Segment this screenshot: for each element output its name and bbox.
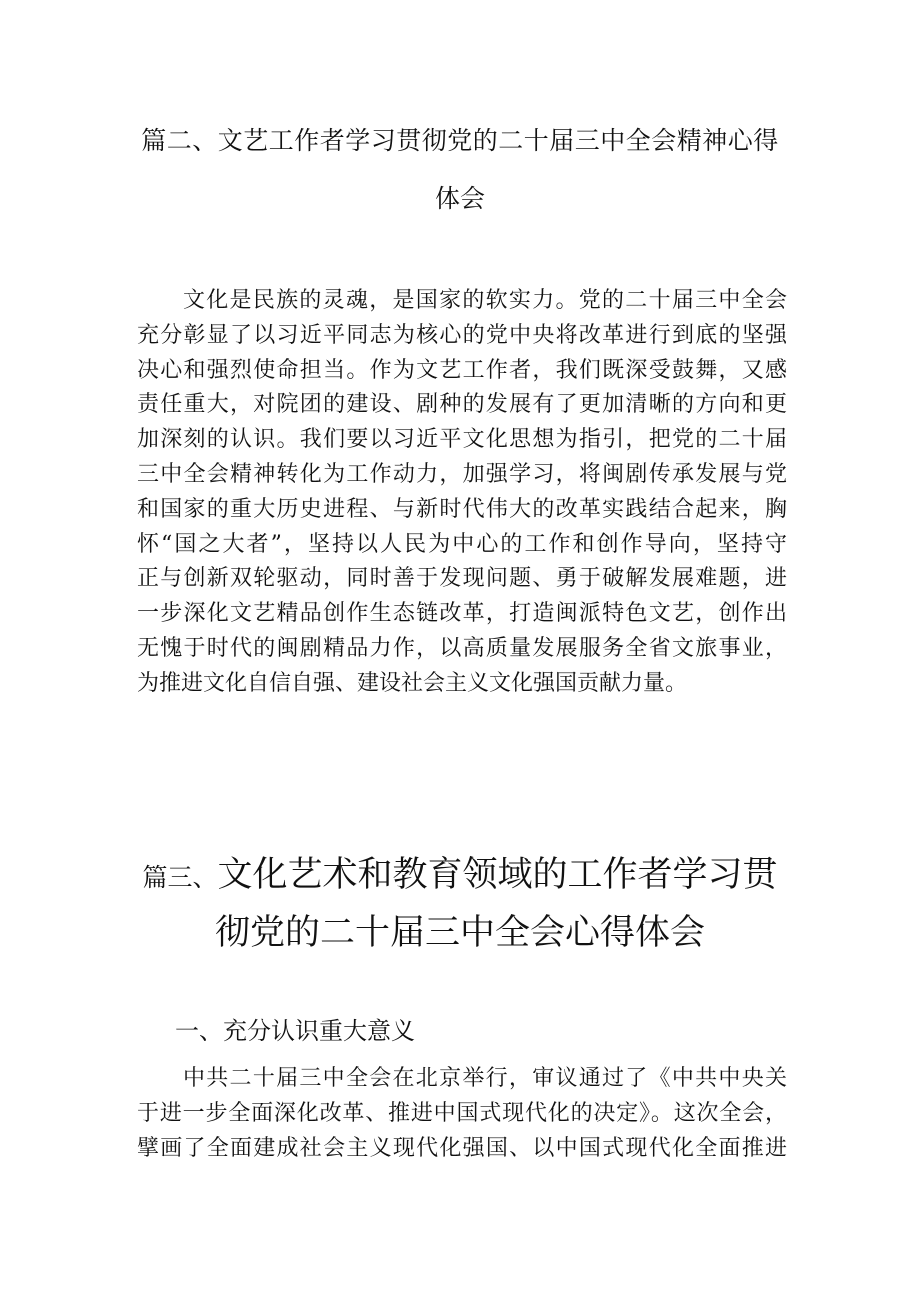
section2-title-line2: 体会 bbox=[434, 184, 485, 213]
paragraph-line: 为推进文化自信自强、建设社会主义文化强国贡献力量。 bbox=[137, 670, 688, 696]
section3-subheading: 一、充分认识重大意义 bbox=[175, 1017, 415, 1045]
section3-title-prefix: 篇三、 bbox=[142, 863, 218, 892]
section3-title-text: 文化艺术和教育领域的工作者学习贯 bbox=[217, 855, 778, 895]
paragraph-line: 充分彰显了以习近平同志为核心的党中央将改革进行到底的坚强 bbox=[137, 322, 787, 348]
section2-title-line1: 篇二、文艺工作者学习贯彻党的二十届三中全会精神心得 bbox=[141, 126, 779, 155]
paragraph-line: 和国家的重大历史进程、与新时代伟大的改革实践结合起来，胸 bbox=[137, 496, 787, 522]
paragraph-line: 无愧于时代的闽剧精品力作，以高质量发展服务全省文旅事业， bbox=[137, 635, 787, 661]
paragraph-line: 怀“国之大者”，坚持以人民为中心的工作和创作导向，坚持守 bbox=[137, 531, 787, 557]
paragraph-line: 加深刻的认识。我们要以习近平文化思想为指引，把党的二十届 bbox=[137, 427, 787, 453]
paragraph-line: 中共二十届三中全会在北京举行，审议通过了《中共中央关 bbox=[183, 1066, 787, 1091]
paragraph-line: 一步深化文艺精品创作生态链改革，打造闽派特色文艺，创作出 bbox=[137, 601, 787, 627]
paragraph-line: 三中全会精神转化为工作动力，加强学习，将闽剧传承发展与党 bbox=[137, 461, 787, 487]
paragraph-line: 文化是民族的灵魂，是国家的软实力。党的二十届三中全会 bbox=[183, 288, 787, 313]
section3-paragraph bbox=[137, 1062, 787, 1166]
paragraph-line: 正与创新双轮驱动，同时善于发现问题、勇于破解发展难题，进 bbox=[137, 566, 787, 592]
section2-paragraph bbox=[137, 284, 787, 702]
paragraph-line: 责任重大，对院团的建设、剧种的发展有了更加清晰的方向和更 bbox=[137, 392, 787, 418]
paragraph-line: 决心和强烈使命担当。作为文艺工作者，我们既深受鼓舞，又感 bbox=[137, 357, 787, 383]
section3-title-line2: 彻党的二十届三中全会心得体会 bbox=[214, 913, 705, 953]
paragraph-line: 于进一步全面深化改革、推进中国式现代化的决定》。这次全会， bbox=[137, 1100, 787, 1126]
section3-title-line1 bbox=[0, 852, 920, 901]
paragraph-line: 擘画了全面建成社会主义现代化强国、以中国式现代化全面推进 bbox=[137, 1135, 787, 1161]
